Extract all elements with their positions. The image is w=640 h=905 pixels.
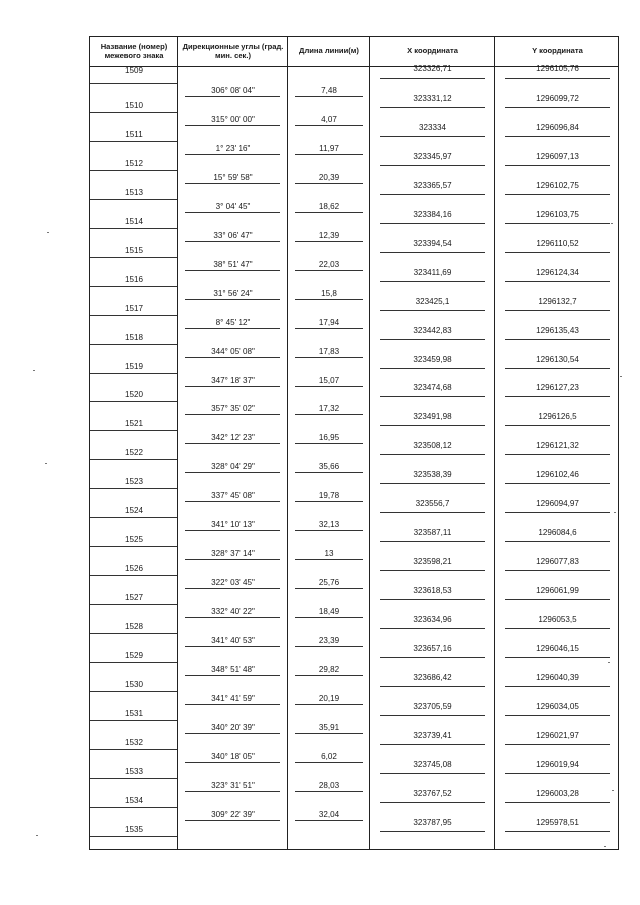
point-name: 1534 xyxy=(124,796,143,805)
row-underline xyxy=(90,633,177,634)
direction-angle: 306° 08' 04" xyxy=(211,86,255,95)
row-underline xyxy=(505,252,610,253)
row-underline xyxy=(90,315,177,316)
row-underline xyxy=(505,715,610,716)
line-length: 17,83 xyxy=(318,347,340,356)
line-length: 7,48 xyxy=(321,86,337,95)
row-underline xyxy=(380,657,485,658)
row-underline xyxy=(90,546,177,547)
row-underline xyxy=(380,136,485,137)
row-underline xyxy=(380,78,485,79)
direction-angle: 348° 51' 48" xyxy=(211,665,255,674)
row-underline xyxy=(295,791,363,792)
point-name: 1526 xyxy=(124,564,143,573)
row-underline xyxy=(505,339,610,340)
row-underline xyxy=(295,762,363,763)
row-underline xyxy=(185,617,280,618)
row-underline xyxy=(380,165,485,166)
row-underline xyxy=(185,530,280,531)
point-name: 1533 xyxy=(124,767,143,776)
row-underline xyxy=(295,299,363,300)
row-underline xyxy=(90,836,177,837)
row-underline xyxy=(505,483,610,484)
row-underline xyxy=(380,802,485,803)
x-coordinate: 323618,53 xyxy=(413,586,452,595)
scan-speck xyxy=(608,662,610,663)
coordinates-table xyxy=(89,36,619,850)
direction-angle: 322° 03' 45" xyxy=(211,578,255,587)
row-underline xyxy=(90,517,177,518)
table-header xyxy=(89,36,619,67)
row-underline xyxy=(295,472,363,473)
direction-angle: 328° 37' 14" xyxy=(211,549,255,558)
y-coordinate: 1296003,28 xyxy=(536,789,579,798)
row-underline xyxy=(185,472,280,473)
row-underline xyxy=(295,183,363,184)
direction-angle: 341° 40' 53" xyxy=(211,636,255,645)
row-underline xyxy=(505,512,610,513)
row-underline xyxy=(295,704,363,705)
row-underline xyxy=(505,686,610,687)
row-underline xyxy=(380,483,485,484)
row-underline xyxy=(380,773,485,774)
point-name: 1512 xyxy=(124,159,143,168)
point-name: 1513 xyxy=(124,188,143,197)
line-length: 18,62 xyxy=(318,202,340,211)
row-underline xyxy=(90,257,177,258)
row-underline xyxy=(185,154,280,155)
direction-angle: 15° 59' 58" xyxy=(213,173,253,182)
row-underline xyxy=(90,170,177,171)
x-coordinate: 323442,83 xyxy=(413,326,452,335)
y-coordinate: 1296110,52 xyxy=(536,239,579,248)
row-underline xyxy=(90,430,177,431)
y-coordinate: 1296102,75 xyxy=(536,181,579,190)
line-length: 19,78 xyxy=(318,491,340,500)
x-coordinate: 323598,21 xyxy=(413,557,452,566)
row-underline xyxy=(185,443,280,444)
row-underline xyxy=(185,791,280,792)
row-underline xyxy=(90,778,177,779)
line-length: 25,76 xyxy=(318,578,340,587)
row-underline xyxy=(380,744,485,745)
direction-angle: 33° 06' 47" xyxy=(213,231,253,240)
x-coordinate: 323686,42 xyxy=(413,673,452,682)
line-length: 15,8 xyxy=(321,289,337,298)
direction-angle: 347° 18' 37" xyxy=(211,376,255,385)
row-underline xyxy=(380,512,485,513)
y-coordinate: 1296105,76 xyxy=(536,64,579,73)
row-underline xyxy=(90,286,177,287)
point-name: 1514 xyxy=(124,217,143,226)
line-length: 35,91 xyxy=(318,723,340,732)
direction-angle: 332° 40' 22" xyxy=(211,607,255,616)
scan-speck xyxy=(33,370,35,371)
row-underline xyxy=(90,373,177,374)
row-underline xyxy=(295,559,363,560)
row-underline xyxy=(380,454,485,455)
direction-angle: 31° 56' 24" xyxy=(213,289,253,298)
point-name: 1530 xyxy=(124,680,143,689)
x-coordinate: 323474,68 xyxy=(413,383,452,392)
row-underline xyxy=(185,125,280,126)
y-coordinate: 1296132,7 xyxy=(538,297,577,306)
row-underline xyxy=(505,773,610,774)
row-underline xyxy=(505,223,610,224)
line-length: 15,07 xyxy=(318,376,340,385)
row-underline xyxy=(380,368,485,369)
point-name: 1528 xyxy=(124,622,143,631)
x-coordinate: 323459,98 xyxy=(413,355,452,364)
row-underline xyxy=(505,194,610,195)
row-underline xyxy=(295,588,363,589)
row-underline xyxy=(505,541,610,542)
row-underline xyxy=(90,691,177,692)
row-underline xyxy=(505,570,610,571)
row-underline xyxy=(90,662,177,663)
line-length: 32,13 xyxy=(318,520,340,529)
x-coordinate: 323394,54 xyxy=(413,239,452,248)
row-underline xyxy=(380,339,485,340)
direction-angle: 342° 12' 23" xyxy=(211,433,255,442)
y-coordinate: 1296097,13 xyxy=(536,152,579,161)
y-coordinate: 1296124,34 xyxy=(536,268,579,277)
row-underline xyxy=(505,744,610,745)
scan-speck xyxy=(45,463,47,464)
row-underline xyxy=(505,628,610,629)
row-underline xyxy=(90,344,177,345)
row-underline xyxy=(185,646,280,647)
line-length: 4,07 xyxy=(321,115,337,124)
line-length: 6,02 xyxy=(321,752,337,761)
x-coordinate: 323331,12 xyxy=(413,94,452,103)
direction-angle: 3° 04' 45" xyxy=(215,202,251,211)
line-length: 22,03 xyxy=(318,260,340,269)
row-underline xyxy=(295,357,363,358)
row-underline xyxy=(185,588,280,589)
y-coordinate: 1296099,72 xyxy=(536,94,579,103)
point-name: 1509 xyxy=(124,66,143,75)
x-coordinate: 323787,95 xyxy=(413,818,452,827)
row-underline xyxy=(380,281,485,282)
row-underline xyxy=(505,136,610,137)
row-underline xyxy=(505,657,610,658)
x-coordinate: 323411,69 xyxy=(413,268,452,277)
row-underline xyxy=(505,310,610,311)
y-coordinate: 1296130,54 xyxy=(536,355,579,364)
row-underline xyxy=(185,762,280,763)
x-coordinate: 323745,08 xyxy=(413,760,452,769)
row-underline xyxy=(185,386,280,387)
y-coordinate: 1296103,75 xyxy=(536,210,579,219)
scan-speck xyxy=(611,223,613,224)
row-underline xyxy=(90,459,177,460)
row-underline xyxy=(295,675,363,676)
point-name: 1525 xyxy=(124,535,143,544)
y-coordinate: 1296077,83 xyxy=(536,557,579,566)
line-length: 32,04 xyxy=(318,810,340,819)
x-coordinate: 323538,39 xyxy=(413,470,452,479)
direction-angle: 344° 05' 08" xyxy=(211,347,255,356)
y-coordinate: 1296021,97 xyxy=(536,731,579,740)
row-underline xyxy=(295,530,363,531)
direction-angle: 340° 20' 39" xyxy=(211,723,255,732)
row-underline xyxy=(380,107,485,108)
direction-angle: 328° 04' 29" xyxy=(211,462,255,471)
row-underline xyxy=(505,802,610,803)
x-coordinate: 323384,16 xyxy=(413,210,452,219)
point-name: 1517 xyxy=(124,304,143,313)
y-coordinate: 1296046,15 xyxy=(536,644,579,653)
x-coordinate: 323556,7 xyxy=(415,499,450,508)
row-underline xyxy=(185,299,280,300)
row-underline xyxy=(505,368,610,369)
direction-angle: 315° 00' 00" xyxy=(211,115,255,124)
direction-angle: 341° 41' 59" xyxy=(211,694,255,703)
row-underline xyxy=(295,443,363,444)
row-underline xyxy=(505,107,610,108)
row-underline xyxy=(295,501,363,502)
row-underline xyxy=(185,241,280,242)
x-coordinate: 323345,97 xyxy=(413,152,452,161)
direction-angle: 337° 45' 08" xyxy=(211,491,255,500)
scan-speck xyxy=(36,835,38,836)
row-underline xyxy=(295,386,363,387)
line-length: 20,19 xyxy=(318,694,340,703)
y-coordinate: 1296096,84 xyxy=(536,123,579,132)
table-body xyxy=(89,64,619,850)
line-length: 35,66 xyxy=(318,462,340,471)
row-underline xyxy=(295,125,363,126)
point-name: 1516 xyxy=(124,275,143,284)
y-coordinate: 1296126,5 xyxy=(538,412,577,421)
x-coordinate: 323508,12 xyxy=(413,441,452,450)
direction-angle: 341° 10' 13" xyxy=(211,520,255,529)
row-underline xyxy=(90,199,177,200)
row-underline xyxy=(90,720,177,721)
row-underline xyxy=(185,501,280,502)
row-underline xyxy=(185,414,280,415)
row-underline xyxy=(505,599,610,600)
point-name: 1527 xyxy=(124,593,143,602)
line-length: 20,39 xyxy=(318,173,340,182)
row-underline xyxy=(185,675,280,676)
row-underline xyxy=(380,628,485,629)
scan-speck xyxy=(47,232,49,233)
direction-angle: 340° 18' 05" xyxy=(211,752,255,761)
header-y-coordinate: Y координата xyxy=(532,46,583,56)
row-underline xyxy=(295,270,363,271)
row-underline xyxy=(380,686,485,687)
y-coordinate: 1296061,99 xyxy=(536,586,579,595)
x-coordinate: 323705,59 xyxy=(413,702,452,711)
row-underline xyxy=(295,154,363,155)
point-name: 1531 xyxy=(124,709,143,718)
row-underline xyxy=(185,270,280,271)
row-underline xyxy=(505,831,610,832)
x-coordinate: 323425,1 xyxy=(415,297,450,306)
row-underline xyxy=(505,165,610,166)
direction-angle: 38° 51' 47" xyxy=(213,260,253,269)
row-underline xyxy=(90,401,177,402)
row-underline xyxy=(295,617,363,618)
x-coordinate: 323657,16 xyxy=(413,644,452,653)
y-coordinate: 1295978,51 xyxy=(536,818,579,827)
row-underline xyxy=(90,604,177,605)
row-underline xyxy=(380,599,485,600)
row-underline xyxy=(90,575,177,576)
row-underline xyxy=(90,228,177,229)
y-coordinate: 1296135,43 xyxy=(536,326,579,335)
row-underline xyxy=(295,646,363,647)
row-underline xyxy=(505,396,610,397)
y-coordinate: 1296040,39 xyxy=(536,673,579,682)
row-underline xyxy=(90,807,177,808)
row-underline xyxy=(185,328,280,329)
direction-angle: 309° 22' 39" xyxy=(211,810,255,819)
row-underline xyxy=(295,820,363,821)
header-direction-angles: Дирекционные углы (град. мин. сек.) xyxy=(182,42,284,60)
row-underline xyxy=(90,749,177,750)
line-length: 18,49 xyxy=(318,607,340,616)
y-coordinate: 1296034,05 xyxy=(536,702,579,711)
row-underline xyxy=(90,488,177,489)
row-underline xyxy=(380,252,485,253)
header-line-length: Длина линии(м) xyxy=(299,46,359,56)
x-coordinate: 323767,52 xyxy=(413,789,452,798)
row-underline xyxy=(505,454,610,455)
y-coordinate: 1296102,46 xyxy=(536,470,579,479)
point-name: 1515 xyxy=(124,246,143,255)
scan-speck xyxy=(620,376,622,377)
x-coordinate: 323326,71 xyxy=(413,64,452,73)
row-underline xyxy=(185,212,280,213)
row-underline xyxy=(185,96,280,97)
x-coordinate: 323365,57 xyxy=(413,181,452,190)
row-underline xyxy=(380,310,485,311)
point-name: 1518 xyxy=(124,333,143,342)
row-underline xyxy=(90,141,177,142)
point-name: 1521 xyxy=(124,419,143,428)
point-name: 1520 xyxy=(124,390,143,399)
row-underline xyxy=(380,396,485,397)
row-underline xyxy=(185,704,280,705)
x-coordinate: 323491,98 xyxy=(413,412,452,421)
row-underline xyxy=(505,281,610,282)
line-length: 17,94 xyxy=(318,318,340,327)
row-underline xyxy=(295,96,363,97)
row-underline xyxy=(185,820,280,821)
row-underline xyxy=(295,733,363,734)
row-underline xyxy=(505,78,610,79)
row-underline xyxy=(185,733,280,734)
row-underline xyxy=(380,570,485,571)
point-name: 1524 xyxy=(124,506,143,515)
line-length: 17,32 xyxy=(318,404,340,413)
point-name: 1519 xyxy=(124,362,143,371)
y-coordinate: 1296053,5 xyxy=(538,615,577,624)
line-length: 12,39 xyxy=(318,231,340,240)
direction-angle: 357° 35' 02" xyxy=(211,404,255,413)
line-length: 13 xyxy=(324,549,334,558)
row-underline xyxy=(295,328,363,329)
row-underline xyxy=(380,223,485,224)
direction-angle: 1° 23' 16" xyxy=(215,144,251,153)
row-underline xyxy=(380,194,485,195)
row-underline xyxy=(380,425,485,426)
point-name: 1510 xyxy=(124,101,143,110)
line-length: 11,97 xyxy=(319,144,339,153)
y-coordinate: 1296084,6 xyxy=(538,528,577,537)
point-name: 1523 xyxy=(124,477,143,486)
x-coordinate: 323634,96 xyxy=(413,615,452,624)
point-name: 1511 xyxy=(125,130,143,139)
row-underline xyxy=(90,83,177,84)
header-point-name: Название (номер) межевого знака xyxy=(100,42,168,60)
point-name: 1535 xyxy=(124,825,143,834)
direction-angle: 323° 31' 51" xyxy=(211,781,255,790)
row-underline xyxy=(380,831,485,832)
row-underline xyxy=(295,414,363,415)
row-underline xyxy=(295,212,363,213)
point-name: 1529 xyxy=(124,651,143,660)
row-underline xyxy=(185,183,280,184)
scan-speck xyxy=(604,846,606,847)
header-x-coordinate: X координата xyxy=(407,46,458,56)
line-length: 23,39 xyxy=(318,636,340,645)
line-length: 16,95 xyxy=(318,433,340,442)
scan-speck xyxy=(614,512,616,513)
row-underline xyxy=(380,715,485,716)
x-coordinate: 323334 xyxy=(418,123,446,132)
x-coordinate: 323587,11 xyxy=(413,528,452,537)
row-underline xyxy=(295,241,363,242)
y-coordinate: 1296019,94 xyxy=(536,760,579,769)
row-underline xyxy=(185,357,280,358)
row-underline xyxy=(505,425,610,426)
row-underline xyxy=(185,559,280,560)
direction-angle: 8° 45' 12" xyxy=(215,318,251,327)
y-coordinate: 1296121,32 xyxy=(536,441,579,450)
y-coordinate: 1296094,97 xyxy=(536,499,579,508)
point-name: 1532 xyxy=(124,738,143,747)
y-coordinate: 1296127,23 xyxy=(536,383,579,392)
point-name: 1522 xyxy=(124,448,143,457)
line-length: 29,82 xyxy=(318,665,340,674)
row-underline xyxy=(380,541,485,542)
scan-speck xyxy=(612,790,614,791)
row-underline xyxy=(90,112,177,113)
x-coordinate: 323739,41 xyxy=(413,731,452,740)
line-length: 28,03 xyxy=(318,781,340,790)
